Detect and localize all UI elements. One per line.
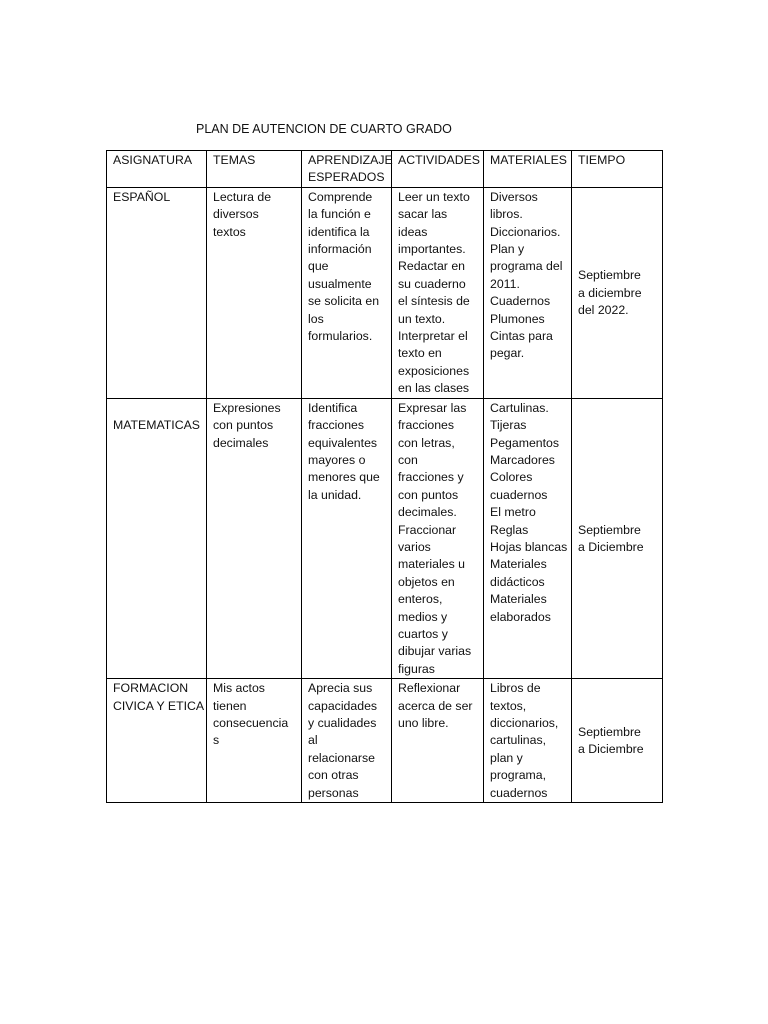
table-row [107,398,663,679]
header-materiales: MATERIALES [484,151,572,188]
cell-tiempo: Septiembre a Diciembre [572,679,663,803]
plan-table [106,150,663,803]
header-asignatura: ASIGNATURA [107,151,207,188]
cell-asignatura: ESPAÑOL [107,187,207,398]
cell-actividades: Expresar las fracciones con letras, con fracciones y con puntos decimales. Fraccionar varios materiales u objetos en enteros, medios y cuartos y dibujar varias figuras [392,398,484,679]
cell-materiales: Libros de textos, diccionarios, cartulinas, plan y programa, cuadernos [484,679,572,803]
page-title: PLAN DE AUTENCION DE CUARTO GRADO [196,122,452,136]
header-aprendizaje-esperados: APRENDIZAJE ESPERADOS [302,151,392,188]
cell-temas: Mis actos tienen consecuencia s [207,679,302,803]
cell-actividades: Reflexionar acerca de ser uno libre. [392,679,484,803]
cell-temas: Expresiones con puntos decimales [207,398,302,679]
cell-temas: Lectura de diversos textos [207,187,302,398]
cell-actividades: Leer un texto sacar las ideas importantes. Redactar en su cuaderno el síntesis de un texto. Interpretar el texto en exposiciones en las clases [392,187,484,398]
table-row [107,187,663,398]
cell-materiales: Diversos libros. Diccionarios. Plan y programa del 2011. Cuadernos Plumones Cintas para pegar. [484,187,572,398]
cell-aprendizaje: Comprende la función e identifica la información que usualmente se solicita en los formularios. [302,187,392,398]
header-actividades: ACTIVIDADES [392,151,484,188]
header-temas: TEMAS [207,151,302,188]
cell-tiempo: Septiembre a Diciembre [572,398,663,679]
cell-materiales: Cartulinas. Tijeras Pegamentos Marcadores Colores cuadernos El metro Reglas Hojas blancas Materiales didácticos Materiales elaborados [484,398,572,679]
cell-asignatura: FORMACION CIVICA Y ETICA [107,679,207,803]
table-header-row [107,151,663,188]
cell-tiempo: Septiembre a diciembre del 2022. [572,187,663,398]
cell-asignatura: MATEMATICAS [107,398,207,679]
cell-aprendizaje: Identifica fracciones equivalentes mayores o menores que la unidad. [302,398,392,679]
header-tiempo: TIEMPO [572,151,663,188]
table-row [107,679,663,803]
cell-aprendizaje: Aprecia sus capacidades y cualidades al relacionarse con otras personas [302,679,392,803]
